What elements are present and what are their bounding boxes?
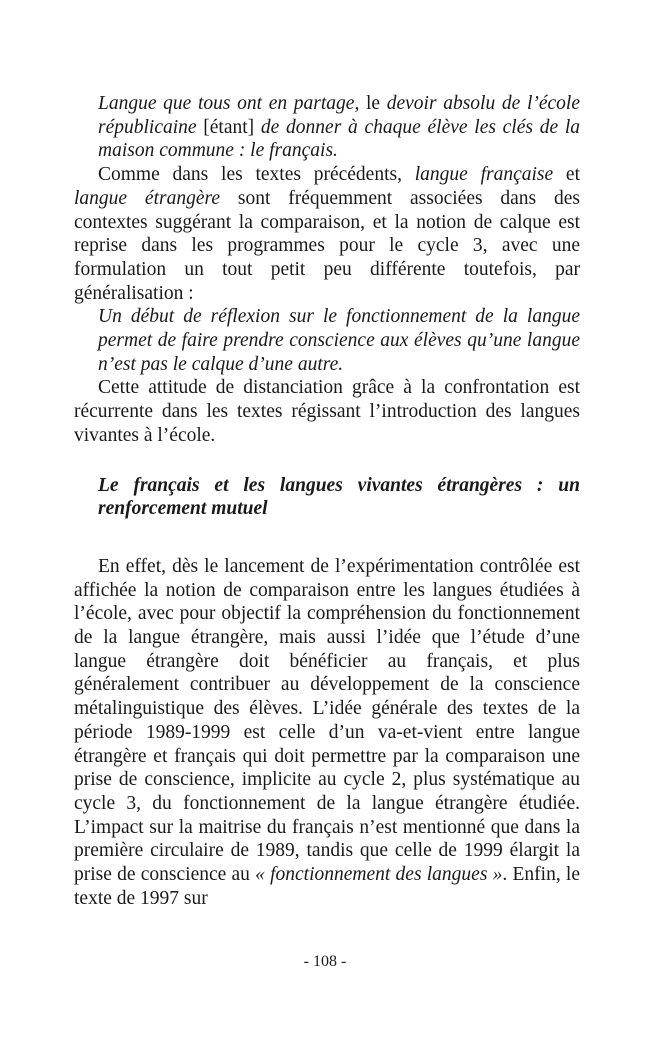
para3-part2: « fonctionnement des langues » — [255, 864, 503, 886]
quote1-part3: devoir absolu de l’école républicaine — [98, 93, 580, 138]
para1-part1: Comme dans les textes précédents, — [98, 164, 415, 186]
section-heading: Le français et les langues vivantes étrangères : un renforcement mutuel — [98, 474, 580, 520]
para1-part3: et — [553, 164, 580, 186]
paragraph-distanciation: Cette attitude de distanciation grâce à la confrontation est récurrente dans les textes régissant l’introduction des langues vivantes à l’école. — [74, 377, 580, 446]
page-body — [74, 92, 580, 911]
quote1-part4: [étant] — [196, 116, 261, 138]
paragraph-experimentation — [74, 555, 580, 911]
paragraph-comparaison — [74, 163, 580, 305]
para1-part2: langue française — [414, 164, 554, 186]
quote1-part5: de donner à chaque élève les clés de la maison commune : le français. — [98, 116, 580, 162]
para1-part5: sont fréquemment associées dans des contextes suggérant la comparaison, et la notion de calque est reprise dans les programmes pour le cycle 3, avec une formulation un tout petit peu différente toutefois, par généralisation : — [74, 187, 580, 304]
para3-part3: . Enfin, le texte de 1997 sur — [74, 864, 580, 909]
page-number: - 108 - — [303, 953, 347, 970]
quote1-part1: Langue que tous ont en partage, — [98, 93, 360, 114]
quote-debut-reflexion: Un début de réflexion sur le fonctionnement de la langue permet de faire prendre conscience aux élèves qu’une langue n’est pas le calque d’une autre. — [98, 306, 580, 375]
quote1-part2: le — [359, 93, 387, 114]
para3-part1: En effet, dès le lancement de l’expérimentation contrôlée est affichée la notion de comparaison entre les langues étudiées à l’école, avec pour objectif la compréhension du fonctionnement de la langue étrangère, mais aussi l’idée que l’étude d’une langue étrangère doit bénéficier au français, et plus généralement contribuer au développement de la conscience métalinguistique des élèves. L’idée générale des textes de la période 1989-1999 est celle d’un va-et-vient entre langue étrangère et français qui doit permettre par la comparaison une prise de conscience, implicite au cycle 2, plus systématique au cycle 3, du fonctionnement de la langue étrangère étudiée. L’impact sur la maitrise du français n’est mentionné que dans la première circulaire de 1989, tandis que celle de 1999 élargit la prise de conscience au — [74, 555, 580, 886]
para1-part4: langue étrangère — [74, 187, 221, 209]
quote-langue-partage — [74, 92, 580, 163]
